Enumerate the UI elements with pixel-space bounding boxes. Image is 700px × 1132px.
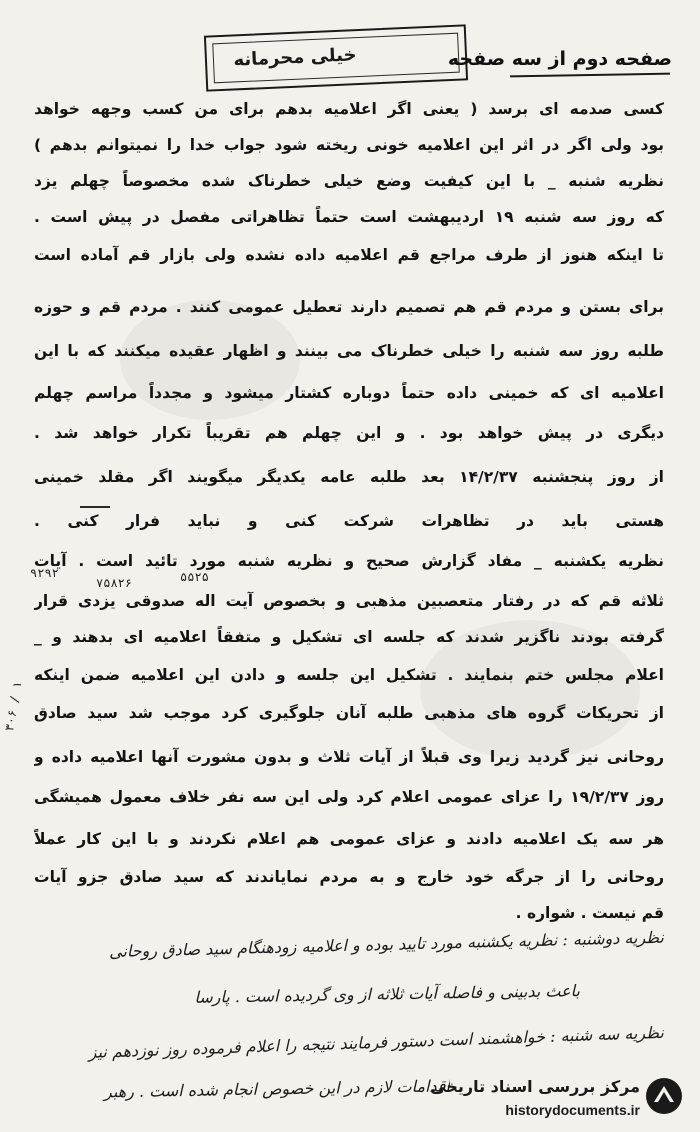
margin-number: ۳۰۶ / ۱ bbox=[2, 680, 25, 733]
typed-line-10: از روز پنجشنبه ۱۴/۲/۳۷ بعد طلبه عامه یکدیگر میگویند اگر مقلد خمینی bbox=[34, 468, 664, 486]
heading-underline bbox=[510, 73, 670, 78]
typed-line-11: هستی باید در تظاهرات شرکت کنی و نباید فرار کنی . bbox=[34, 512, 664, 530]
typed-line-1: کسی صدمه ای برسد ( یعنی اگر اعلامیه بدهم برای من کسب وجهه خواهد bbox=[34, 100, 664, 118]
archive-logo-icon bbox=[644, 1076, 684, 1116]
typed-line-9: دیگری در پیش خواهد بود . و این چهلم هم تقریباً تکرار خواهد شد . bbox=[34, 424, 664, 442]
margin-number: ۷۵۸۲۶ bbox=[96, 576, 133, 590]
typed-line-2: بود ولی اگر در اثر این اعلامیه خونی ریخته شود جواب خدا را نمیتوانم بدهم ) bbox=[34, 136, 664, 154]
watermark-name: مرکز بررسی اسناد تاریخی bbox=[430, 1077, 640, 1096]
archive-watermark bbox=[430, 1070, 692, 1126]
handwritten-note-3: نظریه سه شنبه : خواهشمند است دستور فرمایند نتیجه را اعلام فرموده روز نوزدهم نیز bbox=[88, 1022, 665, 1062]
typed-line-3: نظریه شنبه _ با این کیفیت وضع خیلی خطرناک شده مخصوصاً چهلم یزد bbox=[34, 172, 664, 190]
watermark-url: historydocuments.ir bbox=[505, 1102, 640, 1118]
typed-line-20: روحانی را از جرگه خود خارج و به مردم نمایاندند که سید صادق جزو آیات bbox=[34, 868, 664, 886]
typed-line-16: از تحریکات گروه های مذهبی طلبه آنان جلوگیری کرد موجب شد سید صادق bbox=[34, 704, 664, 722]
typed-line-18: روز ۱۹/۲/۳۷ را عزای عمومی اعلام کرد ولی این سه نفر خلاف معمول همیشگی bbox=[34, 788, 664, 806]
typed-line-4: که روز سه شنبه ۱۹ اردیبهشت است حتماً تظاهراتی مفصل در پیش است . bbox=[34, 208, 664, 226]
typed-line-7: طلبه روز سه شنبه را خیلی خطرناک می بینند و اظهار عقیده میکنند که با این bbox=[34, 342, 664, 360]
typed-line-13: ثلاثه قم که در رفتار متعصبین مذهبی و بخصوص آیت اله صدوقی یزدی قرار bbox=[34, 592, 664, 610]
typed-line-21: قم نیست . شواره . bbox=[515, 904, 664, 922]
typed-line-12: نظریه یکشنبه _ مفاد گزارش صحیح و نظریه شنبه مورد تائید است . آیات bbox=[34, 552, 664, 570]
typed-line-19: هر سه یک اعلامیه دادند و عزای عمومی هم اعلام نکردند و با این کار عملاً bbox=[34, 830, 664, 848]
typed-line-14: گرفته بودند ناگزیر شدند که جلسه ای تشکیل و متفقاً اعلامیه ای بدهند و _ bbox=[34, 628, 664, 646]
margin-number: ۹۲۹۲ bbox=[30, 566, 59, 580]
typed-line-6: برای بستن و مردم قم هم تصمیم دارند تعطیل عمومی کنند . مردم قم و حوزه bbox=[34, 298, 664, 316]
handwritten-note-1: نظریه دوشنبه : نظریه یکشنبه مورد تایید بوده و اعلامیه زودهنگام سید صادق روحانی bbox=[108, 927, 665, 962]
typed-line-17: روحانی نیز گردید زیرا وی قبلاً از آیات ثلاث و بدون مشورت آنها اعلامیه داده و bbox=[34, 748, 664, 766]
typed-line-15: اعلام مجلس ختم بنمایند . تشکیل این جلسه و دادن این اعلامیه ضمن اینکه bbox=[34, 666, 664, 684]
margin-number: ۵۵۲۵ bbox=[180, 570, 209, 584]
handwritten-note-2: باعث بدبینی و فاصله آیات ثلاثه از وی گردیده است . پارسا bbox=[194, 981, 581, 1007]
classification-stamp: خیلی محرمانه bbox=[233, 44, 357, 71]
page-heading: صفحه دوم از سه صفحه bbox=[447, 48, 672, 70]
typed-line-5: تا اینکه هنوز از طرف مراجع قم اعلامیه داده نشده ولی بازار قم آماده است bbox=[34, 246, 664, 264]
typed-line-8: اعلامیه ای که خمینی داده حتماً دوباره کشتار میشود و مجدداً مراسم چهلم bbox=[34, 384, 664, 402]
handwritten-note-4: اقدامات لازم در این خصوص انجام شده است . رهبر bbox=[103, 1076, 451, 1102]
margin-dash bbox=[80, 506, 110, 508]
